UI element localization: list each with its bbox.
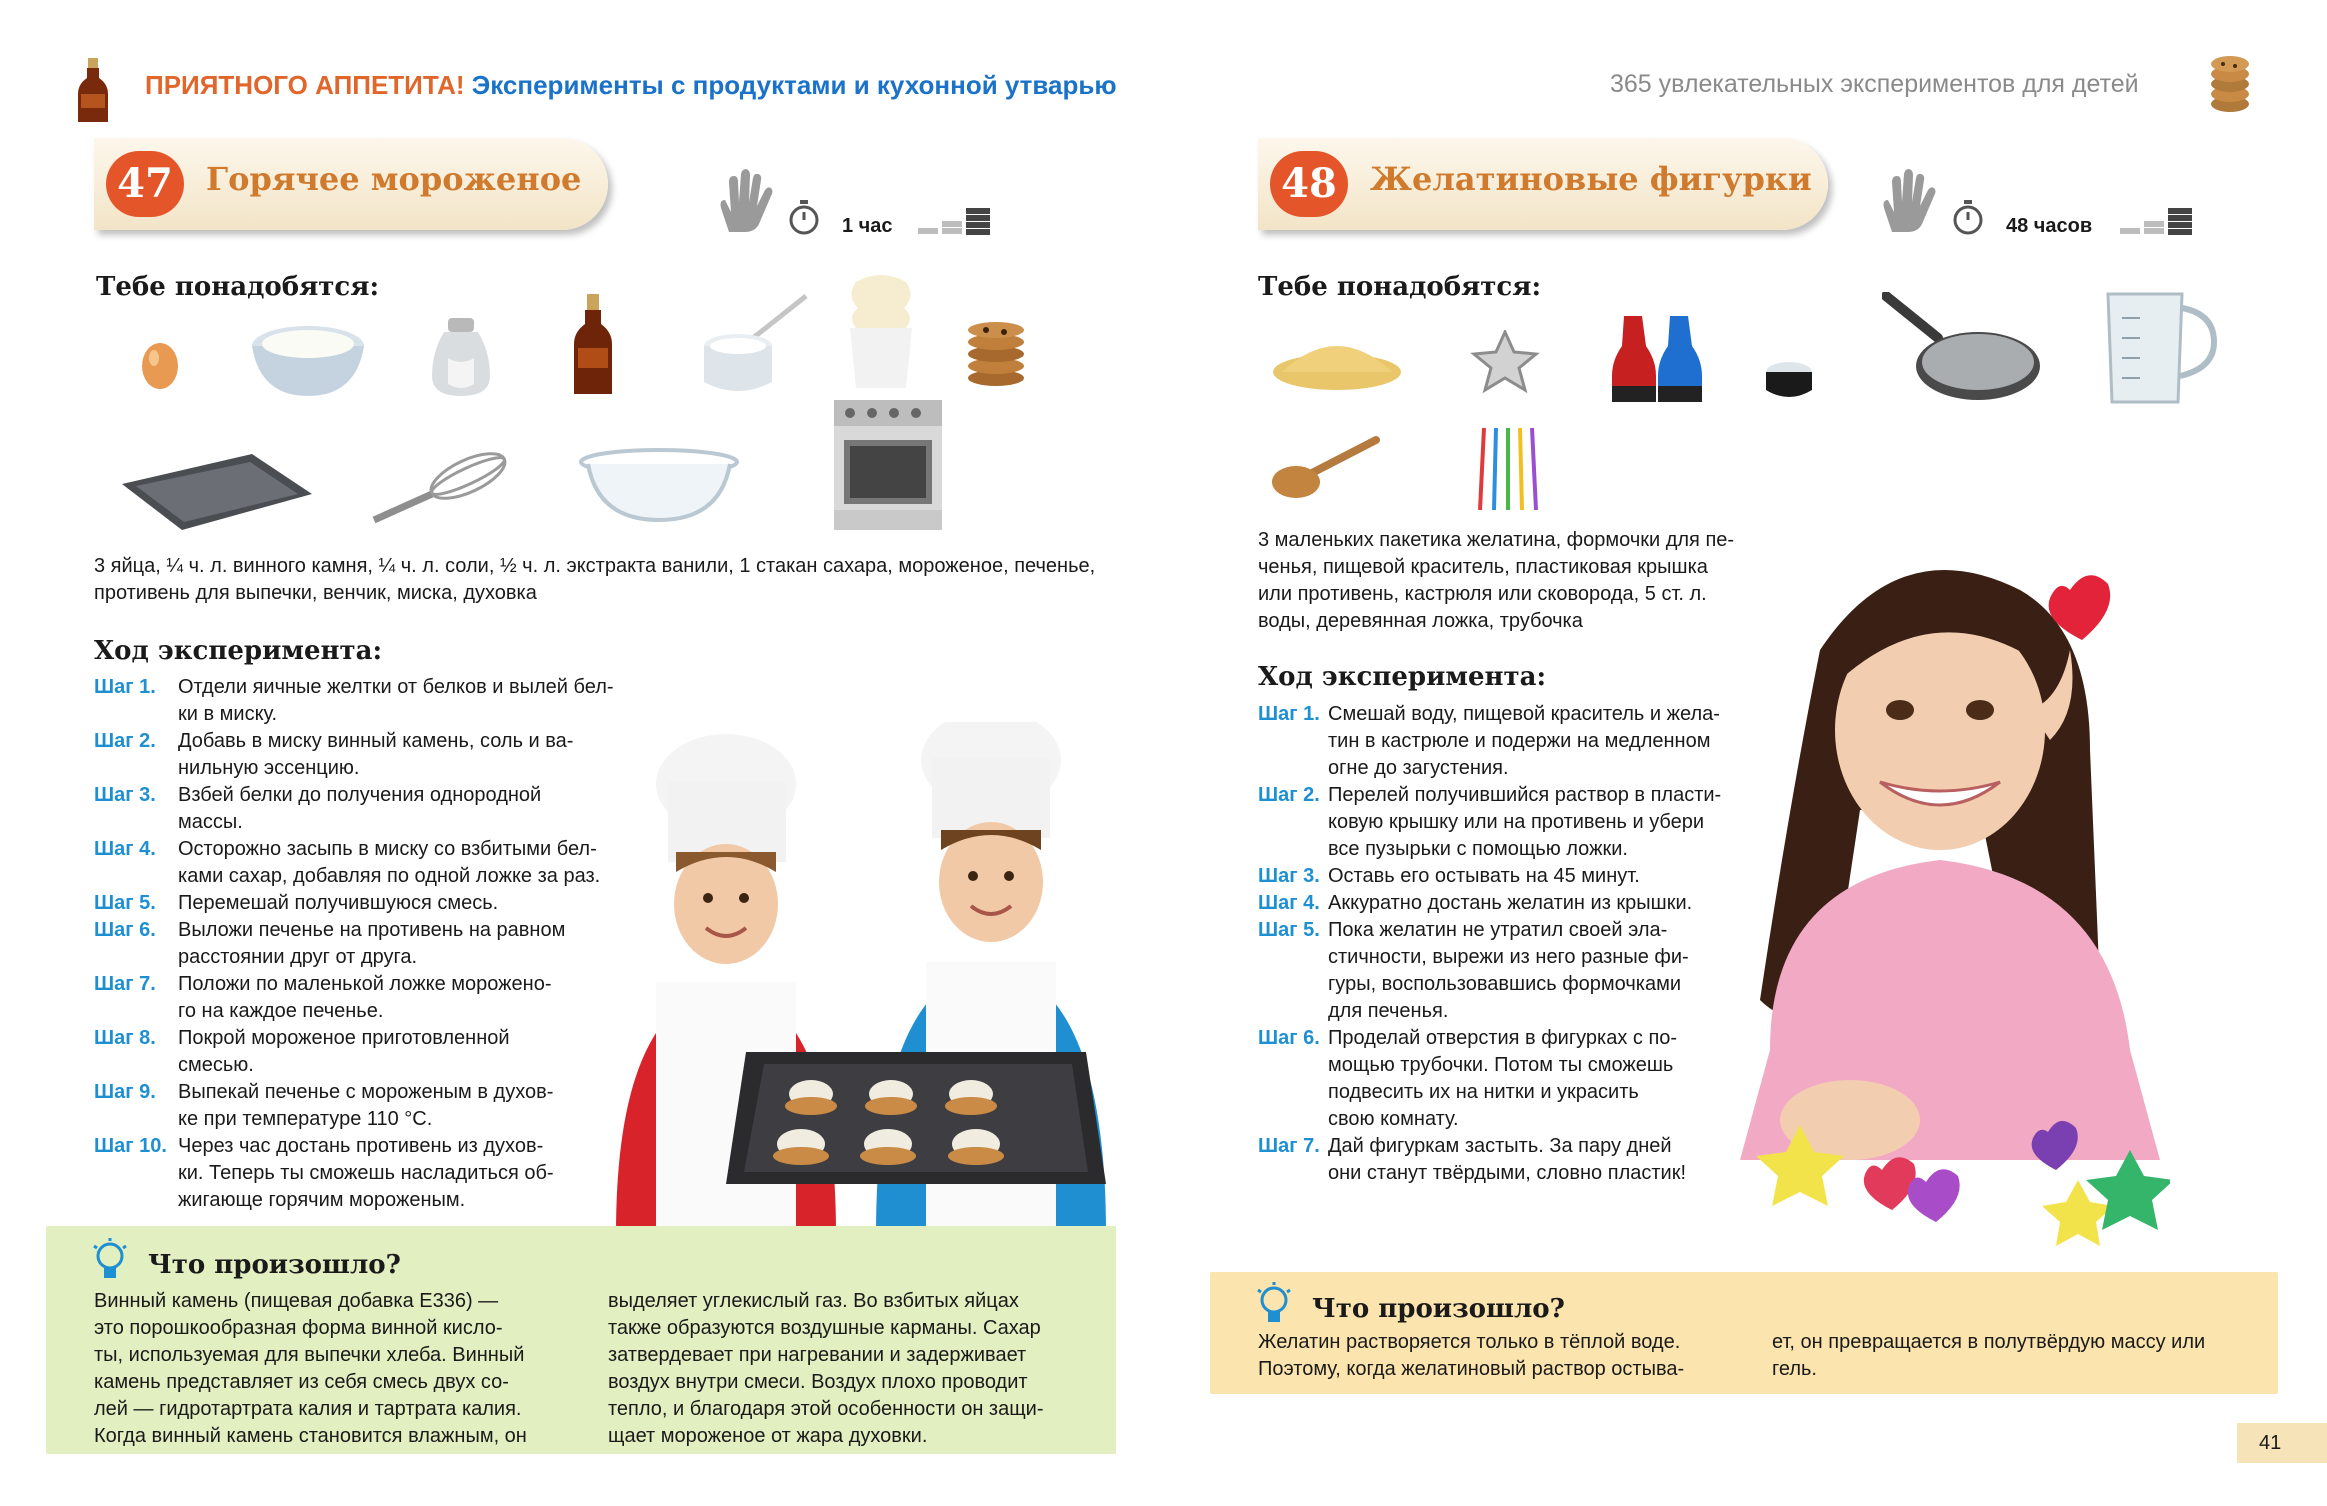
- section-header-title: ПРИЯТНОГО АППЕТИТА!: [145, 70, 465, 100]
- experiment-48-time: 48 часов: [2006, 215, 2093, 237]
- oven-icon: [834, 400, 942, 530]
- experiment-47-banner: [94, 138, 608, 230]
- experiment-48-banner: [1258, 138, 1828, 230]
- cookie-stack-icon: [2210, 52, 2250, 114]
- experiment-47-time: 1 час: [842, 215, 893, 237]
- experiment-48-needs-heading: Тебе понадобятся:: [1258, 272, 1542, 302]
- cookie-cutters-icon: [1470, 330, 1540, 400]
- experiment-47-title: Горячее мороженое: [206, 160, 582, 198]
- stopwatch-icon-48: [1952, 200, 1984, 236]
- experiment-48-number: 48: [1270, 151, 1348, 217]
- salt-shaker-icon: [432, 318, 490, 398]
- syrup-bottle-icon: [78, 58, 108, 124]
- cookies-icon: [966, 312, 1026, 388]
- experiment-48-what-heading: Что произошло?: [1312, 1294, 1565, 1324]
- experiment-47-number: 47: [106, 151, 184, 217]
- measuring-jug-icon: [2100, 288, 2218, 406]
- frying-pan-icon: [1882, 292, 2042, 404]
- stopwatch-icon: [788, 200, 820, 236]
- experiment-47-what-col1: Винный камень (пищевая добавка Е336) — это порошкообразная форма винной кисло- ты, используемая для выпечки хлеба. Винный камень представляет из себя смесь двух со- лей — гидротартрата калия и тартрата калия. Когда винный камень становится влажным, он: [94, 1290, 527, 1447]
- experiment-48-what-col1: Желатин растворяется только в тёплой воде. Поэтому, когда желатиновый раствор остыва-: [1258, 1331, 1685, 1380]
- experiment-48-what-col2: ет, он превращается в полутвёрдую массу или гель.: [1772, 1331, 2206, 1380]
- experiment-47-what-col2: выделяет углекислый газ. Во взбитых яйцах также образуются воздушные карманы. Сахар затвердевает при нагревании и задерживает воздух внутри смеси. Воздух плохо проводит тепло, и благодаря этой особенности он защи- щает мороженое от жара духовки.: [608, 1290, 1044, 1447]
- sugar-bowl-spoon-icon: [698, 292, 810, 398]
- food-coloring-icon: [1612, 316, 1704, 402]
- whisk-icon: [370, 448, 510, 524]
- experiment-47-ingredients: 3 яйца, ¼ ч. л. винного камня, ¼ ч. л. соли, ½ ч. л. экстракта ванили, 1 стакан сахара, мороженое, печенье, противень для выпечки, венчик, миска, духовка: [94, 555, 1096, 604]
- page-number: 41: [2237, 1423, 2327, 1463]
- whipped-cream-bowl-icon: [250, 322, 366, 398]
- experiment-47-needs-heading: Тебе понадобятся:: [96, 272, 380, 302]
- experiment-47-procedure-heading: Ход эксперимента:: [94, 636, 383, 666]
- vanilla-bottle-icon: [574, 294, 612, 394]
- straws-icon: [1478, 424, 1544, 512]
- experiment-48-procedure-heading: Ход эксперимента:: [1258, 662, 1547, 692]
- difficulty-icon: [918, 208, 992, 236]
- plastic-lid-icon: [1764, 356, 1814, 402]
- kids-chefs-photo: [606, 722, 1126, 1234]
- hand-icon-48: [1878, 168, 1938, 234]
- experiment-48-title: Желатиновые фигурки: [1370, 160, 1812, 198]
- baking-tray-icon: [122, 454, 312, 534]
- girl-with-gelatin-heart-photo: [1730, 530, 2170, 1260]
- hand-icon: [715, 168, 775, 234]
- book-title: 365 увлекательных экспериментов для детей: [1610, 70, 2139, 98]
- wooden-spoon-icon: [1270, 434, 1380, 502]
- experiment-48-ingredients: 3 маленьких пакетика желатина, формочки для пе- ченья, пищевой краситель, пластиковая крышка или противень, кастрюля или сковорода, 5 ст. л. воды, деревянная ложка, трубочка: [1258, 529, 1735, 632]
- lightbulb-icon-48: [1256, 1282, 1292, 1330]
- gelatin-powder-icon: [1272, 330, 1402, 392]
- lightbulb-icon: [92, 1238, 128, 1286]
- ice-cream-cup-icon: [846, 272, 916, 390]
- section-header: [145, 70, 1117, 101]
- experiment-47-what-heading: Что произошло?: [148, 1250, 401, 1280]
- section-header-subtitle: Эксперименты с продуктами и кухонной утварью: [471, 70, 1117, 100]
- experiment-47-what-happened: [46, 1226, 1116, 1454]
- egg-icon: [140, 338, 180, 390]
- glass-bowl-icon: [578, 448, 740, 522]
- experiment-48-what-happened: [1210, 1272, 2278, 1394]
- difficulty-icon-48: [2120, 208, 2194, 236]
